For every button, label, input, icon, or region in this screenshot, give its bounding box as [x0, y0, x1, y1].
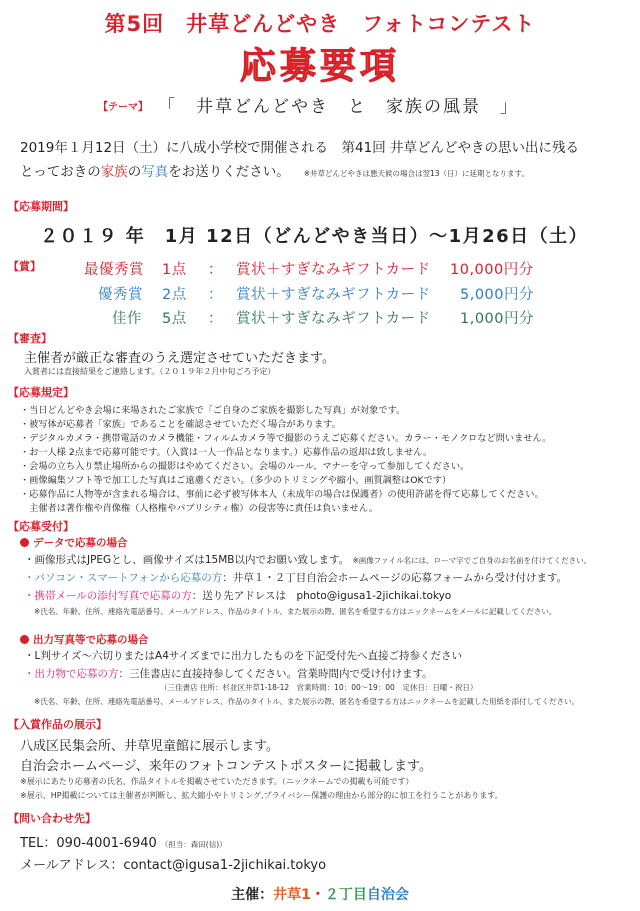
bullet-icon — [20, 538, 29, 547]
data-entry-note: ※氏名、年齢、住所、連絡先電話番号、メールアドレス、作品のタイトル、また展示の際、匿名を希望する方はニックネームをメールに記載してください。 — [34, 607, 557, 616]
exhibit-note-2: ※展示、HP掲載については主催者が判断し、拡大縮小やトリミング,プライバシー保護の理由から部分的に加工を行うことがあります。 — [20, 791, 503, 800]
prize-count: 1点 — [162, 262, 187, 278]
prize-name: 優秀賞 — [98, 287, 143, 303]
shop-info: （三佳書店 住所：杉並区井草1-18-12 営業時間：10：00〜19：00 定休日：日曜・祝日） — [160, 683, 478, 692]
period-text: ２０１９ 年 1月 12日（どんどやき当日）〜1月26日（土） — [40, 226, 589, 247]
judging-text: 主催者が厳正な審査のうえ選定させていただきます。 — [24, 351, 335, 366]
theme-tag: 【テーマ】 — [98, 102, 148, 113]
prize-colon: ： — [208, 262, 223, 278]
organizer-label: 主催： — [231, 887, 274, 903]
word-no: の — [127, 164, 142, 180]
intro-line-2 — [20, 160, 529, 180]
prize-amount: 5,000円分 — [460, 287, 535, 303]
contact-tel — [20, 832, 227, 851]
pc-entry-text: ：井草１・２丁目自治会ホームページの応募フォームから受け付けます。 — [222, 572, 568, 584]
exhibit-note-1: ※展示にあたり応募者の氏名、作品タイトルを掲載させていただきます。（ニックネームでの掲載も可能です） — [20, 777, 414, 786]
print-entry-label: ・出力物で応募の方 — [24, 668, 119, 680]
prize-name: 最優秀賞 — [84, 262, 144, 278]
judging-label: 【審査】 — [8, 332, 52, 345]
print-entry-text: ：三佳書店に直接持参してください。営業時間内で受け付けます。 — [118, 668, 433, 680]
print-line-1: ・L判サイズ〜六切りまたはA4サイズまでに出力したものを下記受付先へ直接ご持参ください — [24, 650, 463, 662]
mobile-entry-text: ：送り先アドレスは photo@igusa1-2jichikai.tokyo — [191, 590, 452, 602]
data-line-1-note: ※画像ファイル名には、ローマ字でご自身のお名前を付けてください。 — [352, 556, 592, 565]
prize-name: 佳作 — [112, 311, 142, 327]
data-line-1 — [24, 552, 591, 567]
data-entry-heading — [20, 535, 128, 550]
word-photo: 写真 — [141, 164, 169, 180]
intro-line-2-post: をお送りください。 — [168, 164, 290, 180]
word-family: 家族 — [100, 164, 128, 180]
intro-line-1: 2019年１月12日（土）に八成小学校で開催される 第41回 井草どんどやきの思い出に残る — [20, 140, 580, 156]
prize-count: 2点 — [162, 287, 187, 303]
judging-note: 入賞者には直接結果をご連絡します。（２０１９年２月中旬ごろ予定） — [24, 367, 276, 376]
rule-item: ・会場の立ち入り禁止場所からの撮影はやめてください。会場のルール、マナーを守って参加してください。 — [20, 461, 470, 472]
prize-content: 賞状＋すぎなみギフトカード — [236, 287, 431, 303]
contact-mail: メールアドレス：contact@igusa1-2jichikai.tokyo — [20, 858, 327, 873]
contact-tel-note: （担当：森田(信)） — [160, 840, 227, 849]
contact-label: 【問い合わせ先】 — [8, 812, 96, 825]
entry-label: 【応募受付】 — [8, 520, 74, 533]
rule-item: ・お一人様 2点まで応募可能です。（入賞は一人一作品となります。）応募作品の返却は致しません。 — [20, 447, 433, 458]
data-entry-heading-text: データで応募の場合 — [33, 537, 128, 549]
theme-text: 「 井草どんどやき と 家族の風景 」 — [158, 97, 519, 117]
prize-amount: 1,000円分 — [460, 311, 535, 327]
mobile-entry-label: ・携帯メールの添付写真で応募の方 — [24, 590, 192, 602]
organizer-footer — [0, 884, 640, 904]
data-line-2 — [24, 570, 567, 585]
prize-amount: 10,000円分 — [450, 262, 534, 278]
contact-tel-text: TEL：090-4001-6940 — [20, 836, 157, 851]
rule-item: 主催者は著作権や肖像権（人格権やパブリシティ権）の侵害等に責任は負いません。 — [20, 503, 378, 514]
prize-count: 5点 — [162, 311, 187, 327]
main-title: 応募要項 — [239, 46, 400, 87]
organizer-part-2: ２丁目 — [324, 887, 367, 903]
organizer-part-3: 自治会 — [366, 887, 409, 903]
prize-content: 賞状＋すぎなみギフトカード — [236, 262, 431, 278]
print-entry-heading — [20, 632, 149, 647]
organizer-part-1: 井草1 — [273, 887, 311, 903]
exhibit-line-1: 八成区民集会所、井草児童館に展示します。 — [20, 739, 279, 754]
pc-entry-label: ・パソコン・スマートフォンから応募の方 — [24, 572, 223, 584]
exhibit-line-2: 自治会ホームページ、来年のフォトコンテストポスターに掲載します。 — [20, 759, 432, 774]
prize-colon: ： — [208, 287, 223, 303]
exhibit-label: 【入賞作品の展示】 — [8, 718, 107, 731]
print-entry-note: ※氏名、年齢、住所、連絡先電話番号、メールアドレス、作品のタイトル、また展示の際、匿名を希望する方はニックネームを記載した用紙を添付してください。 — [34, 697, 580, 706]
postpone-note: ※井草どんどやきは悪天候の場合は翌13（日）に延期となります。 — [303, 169, 529, 178]
data-line-1-text: ・画像形式はJPEGとし、画像サイズは15MB以内でお願い致します。 — [24, 554, 350, 566]
rules-label: 【応募規定】 — [8, 386, 74, 399]
organizer-separator: ・ — [310, 887, 325, 903]
data-line-3 — [24, 588, 451, 603]
bullet-icon — [20, 635, 29, 644]
print-line-2 — [24, 666, 433, 681]
prize-label: 【賞】 — [8, 260, 41, 273]
rule-item: ・応募作品に人物等が含まれる場合は、事前に必ず被写体本人（未成年の場合は保護者）の使用許諾を得て応募してください。 — [20, 489, 544, 500]
rule-item: ・被写体が応募者「家族」であることを確認させていただく場合があります。 — [20, 419, 341, 430]
print-entry-heading-text: 出力写真等で応募の場合 — [33, 634, 149, 646]
rule-item: ・画像編集ソフト等で加工した写真はご遠慮ください。（多少のトリミングや縮小、画質調整はOKです） — [20, 475, 452, 486]
contest-title: 第5回 井草どんどやき フォトコンテスト — [104, 12, 536, 36]
prize-colon: ： — [208, 311, 223, 327]
intro-line-2-pre: とっておきの — [20, 164, 101, 180]
period-label: 【応募期間】 — [8, 200, 74, 213]
rule-item: ・当日どんどやき会場に来場されたご家族で「ご自身のご家族を撮影した写真」が対象です。 — [20, 405, 406, 416]
prize-content: 賞状＋すぎなみギフトカード — [236, 311, 431, 327]
rule-item: ・デジタルカメラ・携帯電話のカメラ機能・フィルムカメラ等で撮影のうえご応募ください。カラー・モノクロなど問いません。 — [20, 433, 552, 444]
